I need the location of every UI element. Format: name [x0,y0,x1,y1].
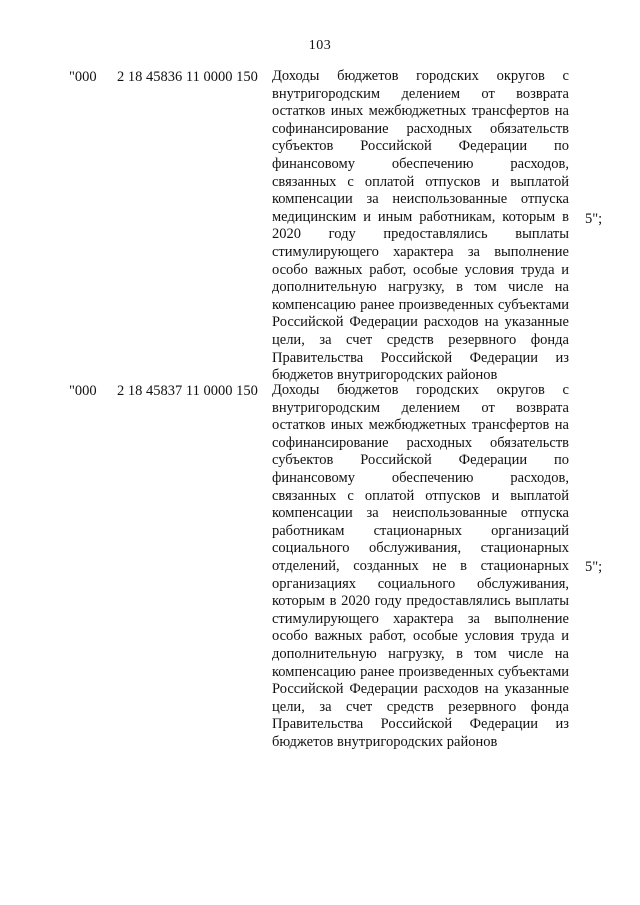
revenue-description: Доходы бюджетов городских округов с внутригородским делением от возврата остатков иных межбюджетных трансфертов на софинансирование расходных обязательств субъектов Российской Федерации по финансовому обеспечению расходов, связанных с оплатой отпусков и выплатой компенсации за неиспользованные отпуска медицинским и иным работникам, которым в 2020 году предоставлялись выплаты стимулирующего характера за выполнение особо важных работ, особые условия труда и дополнительную нагрузку, в том числе на компенсацию ранее произведенных субъектами Российской Федерации расходов на указанные цели, за счет средств резервного фонда Правительства Российской Федерации из бюджетов внутригородских районов [272,68,569,384]
page-number: 103 [308,38,332,53]
revenue-description: Доходы бюджетов городских округов с внутригородским делением от возврата остатков иных межбюджетных трансфертов на софинансирование расходных обязательств субъектов Российской Федерации по финансовому обеспечению расходов, связанных с оплатой отпусков и выплатой компенсации за неиспользованные отпуска работникам стационарных организаций социального обслуживания, стационарных отделений, созданных не в стационарных организациях социального обслуживания, которым в 2020 году предоставлялись выплаты стимулирующего характера за выполнение особо важных работ, особые условия труда и дополнительную нагрузку, в том числе на компенсацию ранее произведенных субъектами Российской Федерации расходов на указанные цели, за счет средств резервного фонда Правительства Российской Федерации из бюджетов внутригородских районов [272,382,569,750]
row-amount: 5"; [585,211,603,227]
table-row [0,382,640,754]
table-row [0,68,640,384]
budget-classification-code: 2 18 45837 11 0000 150 [117,383,258,399]
row-prefix: "000 [69,383,97,399]
row-amount: 5"; [585,559,603,575]
row-prefix: "000 [69,69,97,85]
budget-classification-code: 2 18 45836 11 0000 150 [117,69,258,85]
